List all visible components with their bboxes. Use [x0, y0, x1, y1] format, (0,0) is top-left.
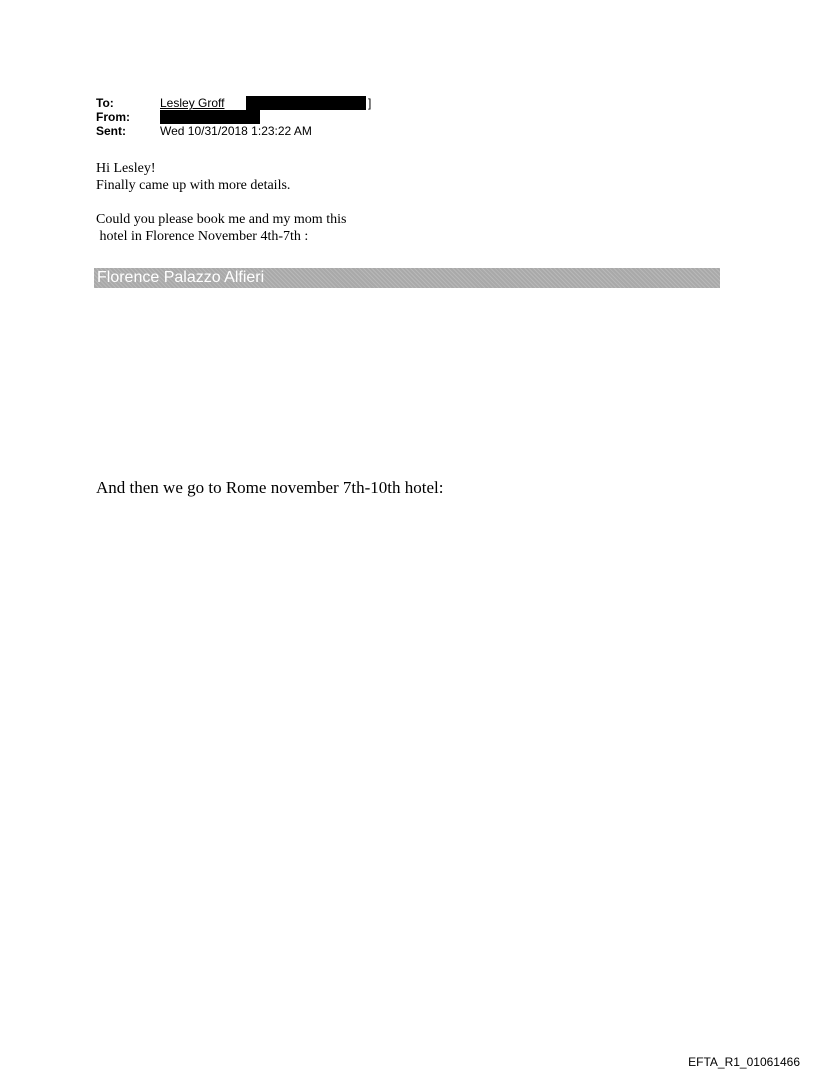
body-line: hotel in Florence November 4th-7th : — [96, 229, 309, 244]
from-label: From: — [96, 110, 130, 124]
to-recipient-name[interactable]: Lesley Groff — [160, 96, 225, 110]
redaction-box — [160, 110, 260, 124]
redaction-box — [246, 96, 366, 110]
sent-label: Sent: — [96, 124, 126, 138]
email-body — [96, 160, 346, 245]
greeting-line: Hi Lesley! — [96, 161, 156, 176]
document-id-stamp: EFTA_R1_01061466 — [688, 1055, 800, 1069]
body-line: Finally came up with more details. — [96, 178, 291, 193]
to-label: To: — [96, 96, 114, 110]
body-line: Could you please book me and my mom this — [96, 212, 347, 227]
hotel-link-banner[interactable]: Florence Palazzo Alfieri — [94, 268, 720, 288]
to-closing-bracket: ] — [368, 96, 372, 110]
sent-value: Wed 10/31/2018 1:23:22 AM — [160, 124, 312, 138]
rome-hotel-line: And then we go to Rome november 7th-10th hotel: — [96, 478, 444, 497]
